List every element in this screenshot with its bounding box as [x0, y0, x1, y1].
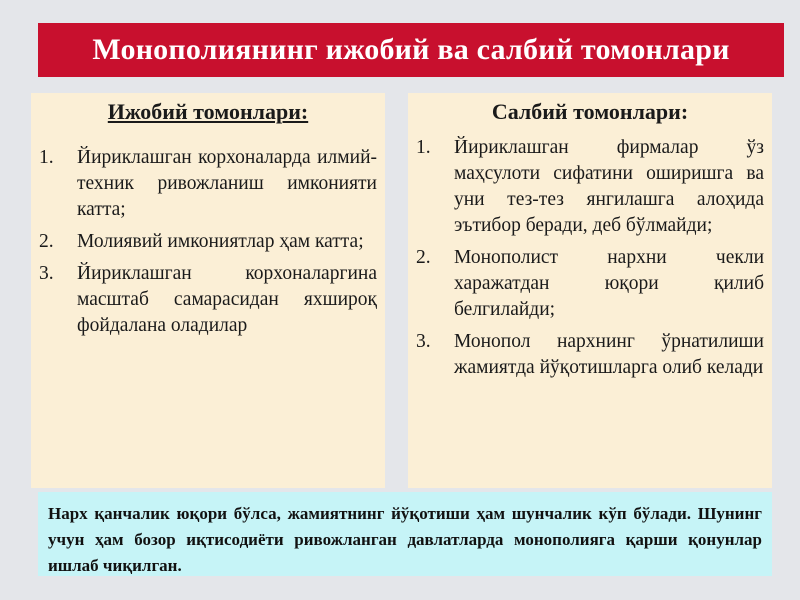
- negative-heading: Салбий томонлари:: [491, 99, 689, 124]
- list-item: [416, 245, 764, 323]
- item-text: Молиявий имкониятлар ҳам катта;: [77, 231, 364, 252]
- item-text: Йириклашган корхоналаргина масштаб самарасидан яхшироқ фойдалана оладилар: [77, 263, 377, 336]
- negative-panel: [408, 93, 772, 488]
- positive-list: [39, 145, 377, 339]
- item-number: 1.: [39, 147, 54, 168]
- slide-title: Монополиянинг ижобий ва салбий томонлари: [38, 23, 784, 77]
- list-item: [39, 261, 377, 339]
- item-number: 2.: [416, 247, 431, 268]
- negative-list: [416, 135, 764, 381]
- list-item: [39, 229, 377, 255]
- list-item: [416, 329, 764, 381]
- item-number: 2.: [39, 231, 54, 252]
- item-number: 1.: [416, 137, 431, 158]
- positive-heading: Ижобий томонлари:: [107, 99, 309, 124]
- item-number: 3.: [416, 331, 431, 352]
- list-item: [39, 145, 377, 223]
- item-text: Йириклашган корхоналарда илмий-техник ривожланиш имконияти катта;: [77, 147, 377, 220]
- item-text: Монополист нархни чекли харажатдан юқори қилиб белгилайди;: [454, 247, 764, 320]
- item-number: 3.: [39, 263, 54, 284]
- conclusion-box: Нарх қанчалик юқори бўлса, жамиятнинг йўқотиши ҳам шунчалик кўп бўлади. Шунинг учун ҳам бозор иқтисодиёти ривожланган давлатларда монополияга қарши қонунлар ишлаб чиқилган.: [38, 492, 772, 576]
- positive-panel: [31, 93, 385, 488]
- item-text: Монопол нархнинг ўрнатилиши жамиятда йўқотишларга олиб келади: [454, 331, 764, 378]
- item-text: Йириклашган фирмалар ўз маҳсулоти сифатини оширишга ва уни тез-тез янгилашга алоҳида эътибор беради, деб бўлмайди;: [454, 137, 764, 236]
- list-item: [416, 135, 764, 239]
